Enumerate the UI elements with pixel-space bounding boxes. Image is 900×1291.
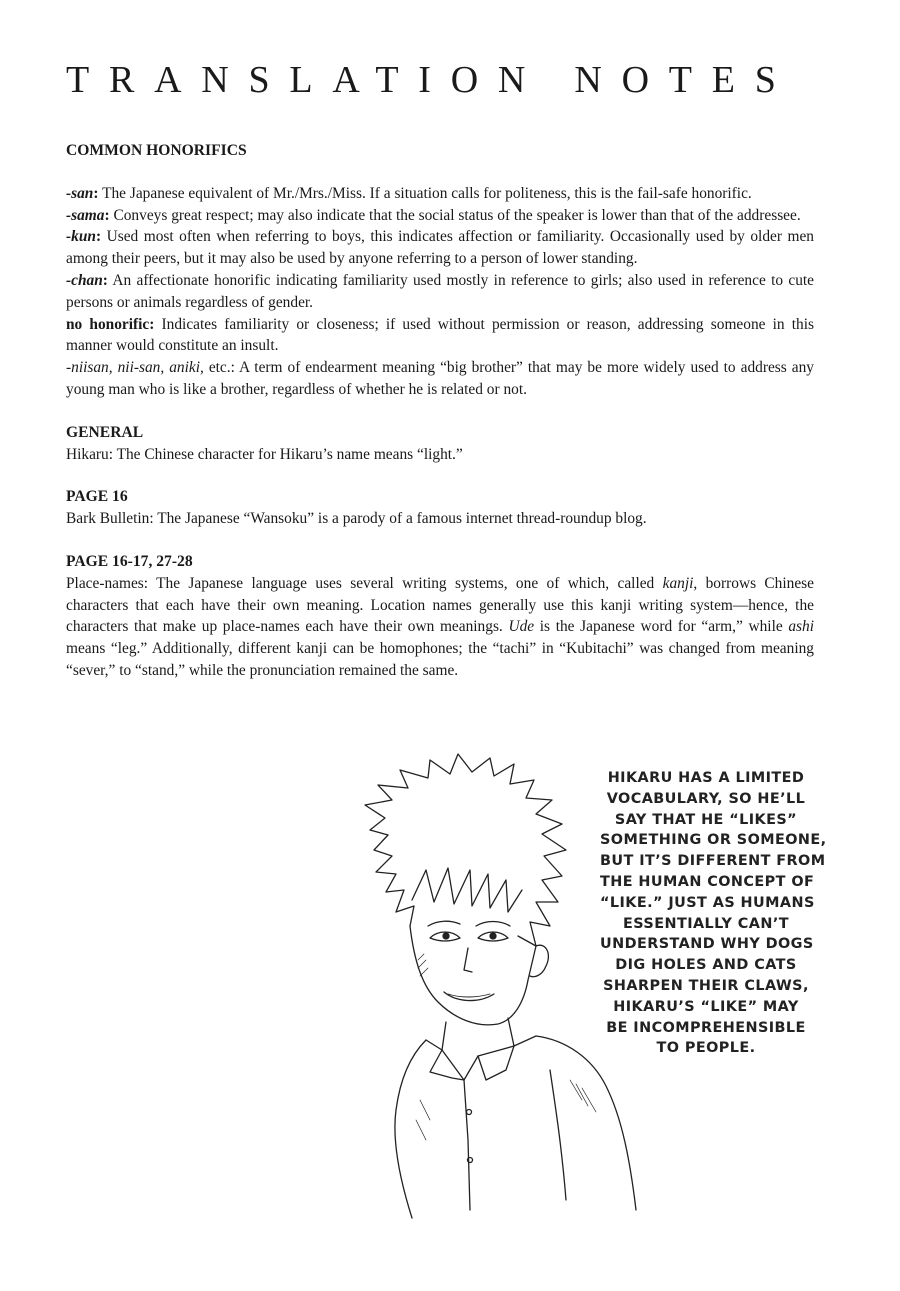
note-line: HIKARU’S “LIKE” MAY [613, 998, 799, 1015]
note-line: SAY THAT HE “LIKES” [614, 811, 798, 828]
honorific-definition: Indicates familiarity or closeness; if used without permission or reason, addressing someone in this manner would constitute an insult. [66, 315, 814, 355]
page-title: TRANSLATION NOTES [66, 59, 796, 101]
note-line: VOCABULARY, SO HE’LL [606, 790, 806, 807]
honorific-term: -sama [66, 206, 105, 224]
honorific-definition: The Japanese equivalent of Mr./Mrs./Miss. If a situation calls for politeness, this is the fail-safe honorific. [98, 184, 752, 202]
honorifics-heading: COMMON HONORIFICS [66, 142, 247, 159]
note-line: ESSENTIALLY CAN’T [623, 915, 789, 932]
general-heading: GENERAL [66, 423, 144, 441]
note-line: DIG HOLES AND CATS [615, 957, 797, 974]
honorific-term: -san [66, 184, 94, 202]
general-section [66, 422, 814, 466]
honorific-sama: -sama: Conveys great respect; may also indicate that the social status of the speaker is lower than that of the addressee. [66, 206, 801, 224]
note-line: SOMETHING OR SOMEONE, [600, 832, 827, 849]
note-line: HIKARU HAS A LIMITED [607, 770, 805, 786]
honorific-niisan [66, 357, 814, 401]
page1617-heading: PAGE 16-17, 27-28 [66, 552, 193, 570]
honorific-none [66, 314, 814, 358]
page16-heading: PAGE 16 [66, 488, 128, 506]
honorific-san: -san: The Japanese equivalent of Mr./Mrs./Miss. If a situation calls for politeness, this is the fail-safe honorific. [66, 184, 752, 202]
honorific-definition: An affectionate honorific indicating familiarity used mostly in reference to girls; also used in reference to cute persons or animals regardless of gender. [66, 271, 814, 311]
page16-section [66, 486, 814, 530]
page1617-section [66, 551, 814, 682]
note-line: BE INCOMPREHENSIBLE [606, 1019, 806, 1036]
honorific-definition: Conveys great respect; may also indicate that the social status of the speaker is lower than that of the addressee. [109, 206, 801, 224]
honorific-definition: etc.: A term of endearment meaning “big brother” that may be more widely used to address any young man who is like a brother, regardless of whether he is related or not. [66, 359, 814, 398]
note-line: BUT IT’S DIFFERENT FROM [600, 853, 826, 870]
page1617-note: Place-names: The Japanese language uses several writing systems, one of which, called kanji, borrows Chinese characters that each have their own meaning. Location names generally use this kanji writing system—hence, the characters that make up place-names each have their own meanings. Ude is the Japanese word for “arm,” while ashi means “leg.” Additionally, different kanji can be homophones; the “tachi” in “Kubitachi” was changed from meaning “sever,” to “stand,” while the pronunciation remained the same. [66, 574, 815, 679]
honorifics-section [66, 140, 814, 401]
honorific-term: -niisan, nii-san, aniki, [66, 359, 204, 377]
honorific-term: -chan [66, 271, 103, 289]
illustration-note [600, 768, 827, 1059]
note-line: UNDERSTAND WHY DOGS [600, 936, 814, 953]
note-line: THE HUMAN CONCEPT OF [600, 873, 815, 890]
page16-note: Bark Bulletin: The Japanese “Wansoku” is a parody of a famous internet thread-roundup blog. [66, 510, 647, 528]
general-note: Hikaru: The Chinese character for Hikaru’s name means “light.” [66, 445, 463, 463]
honorific-kun: -kun: Used most often when referring to boys, this indicates affection or familiarity. Occasionally used by older men among their peers, but it may also be used by anyone referring to a person of lower standing. [66, 228, 814, 268]
notes-content [66, 140, 814, 703]
note-line: SHARPEN THEIR CLAWS, [603, 977, 809, 994]
honorific-definition: Used most often when referring to boys, this indicates affection or familiarity. Occasionally used by older men among their peers, but it may also be used by anyone referring to a person of lower standing. [66, 228, 814, 268]
honorific-chan: -chan: An affectionate honorific indicating familiarity used mostly in reference to girls; also used in reference to cute persons or animals regardless of gender. [66, 271, 814, 311]
honorific-term: -kun [66, 228, 96, 246]
note-line: “LIKE.” JUST AS HUMANS [600, 894, 815, 911]
note-line: TO PEOPLE. [656, 1040, 756, 1057]
honorific-term: no honorific: [66, 315, 155, 333]
